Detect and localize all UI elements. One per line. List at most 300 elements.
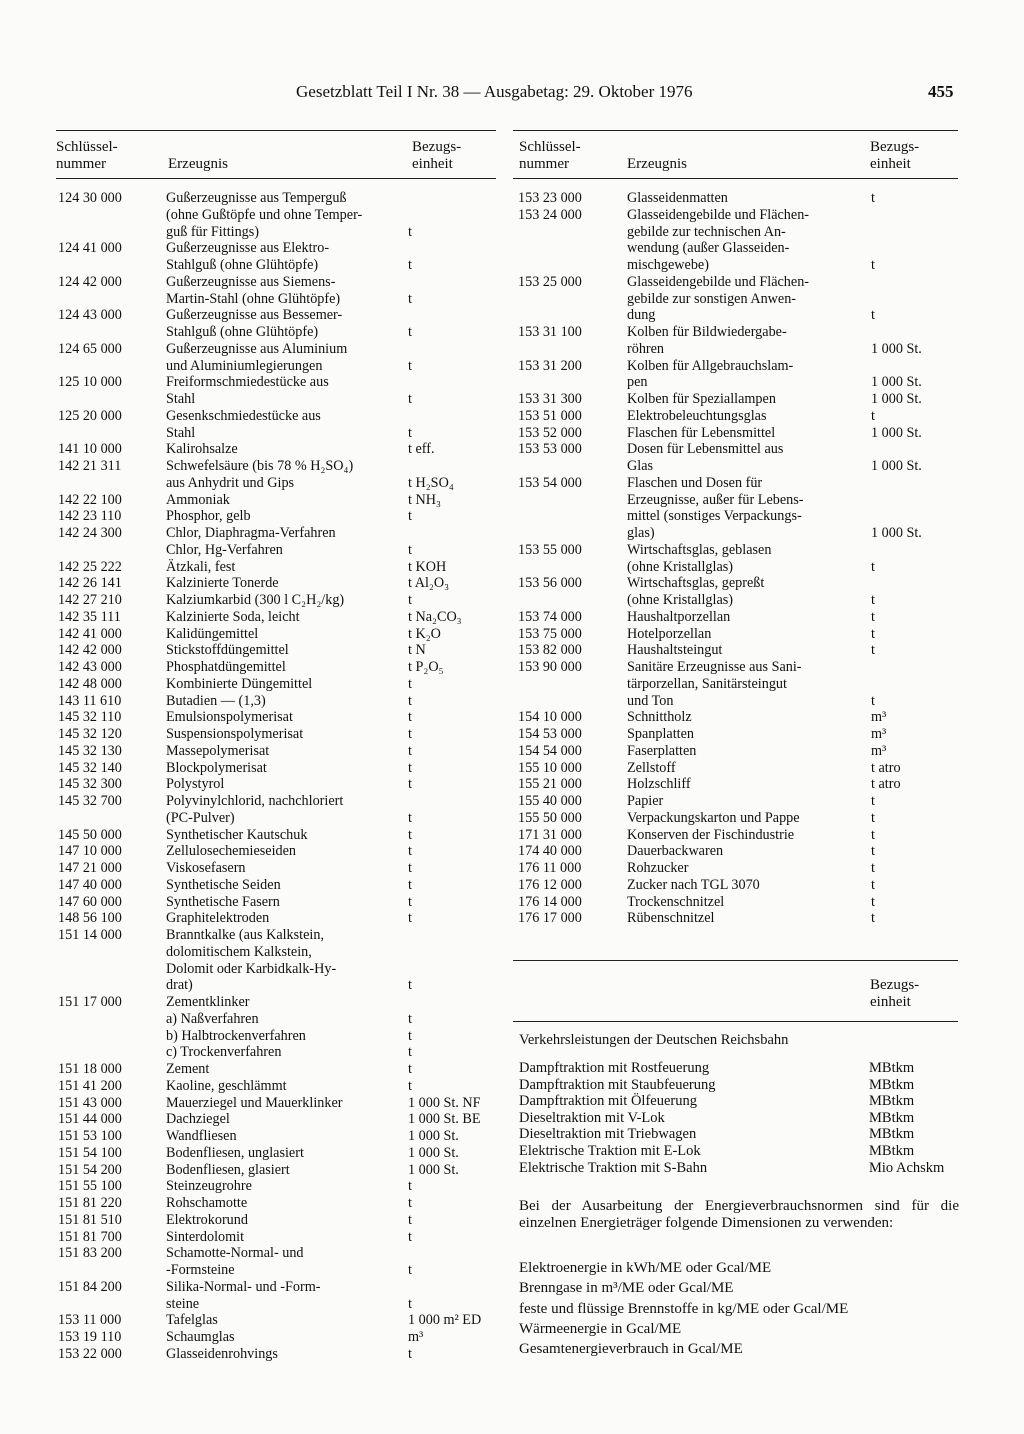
erzeugnis-line: Emulsionspolymerisat bbox=[166, 709, 293, 726]
bezugseinheit: t Al₂O₃ bbox=[408, 575, 450, 592]
erzeugnis bbox=[166, 910, 406, 927]
bezugseinheit: t bbox=[408, 860, 412, 876]
table-row bbox=[56, 1212, 496, 1229]
erzeugnis-line: Freiformschmiedestücke aus bbox=[166, 374, 329, 391]
bezugseinheit: t bbox=[408, 692, 412, 709]
bezugseinheit: t bbox=[871, 692, 875, 709]
table-row bbox=[513, 810, 958, 827]
schluesselnummer: 151 17 000 bbox=[58, 994, 122, 1010]
table-row bbox=[56, 1078, 496, 1095]
bezugseinheit: t bbox=[408, 809, 412, 826]
bezugseinheit: t bbox=[408, 1262, 412, 1278]
erzeugnis-line: Dosen für Lebensmittel aus bbox=[627, 441, 784, 458]
erzeugnis bbox=[166, 743, 406, 760]
bezugseinheit: t bbox=[408, 223, 412, 240]
bezugseinheit: t atro bbox=[871, 776, 901, 793]
erzeugnis bbox=[627, 877, 867, 894]
erzeugnis bbox=[166, 307, 406, 341]
erzeugnis-line: Kalirohsalze bbox=[166, 441, 238, 458]
traffic-header bbox=[513, 961, 958, 1021]
table-row bbox=[56, 1312, 496, 1329]
schluesselnummer: 153 24 000 bbox=[518, 206, 582, 223]
erzeugnis-line: Synthetische Fasern bbox=[166, 893, 280, 910]
table-row bbox=[513, 776, 958, 793]
table-row bbox=[56, 441, 496, 458]
header-erzeugnis: Erzeugnis bbox=[168, 156, 228, 172]
erzeugnis-line: Bodenfliesen, unglasiert bbox=[166, 1144, 304, 1161]
erzeugnis bbox=[166, 559, 406, 576]
erzeugnis bbox=[166, 441, 406, 458]
erzeugnis-line: Kaoline, geschlämmt bbox=[166, 1077, 287, 1094]
erzeugnis bbox=[166, 626, 406, 643]
erzeugnis-line: guß für Fittings) bbox=[166, 223, 260, 240]
erzeugnis bbox=[166, 1245, 406, 1279]
erzeugnis bbox=[166, 1329, 406, 1346]
erzeugnis bbox=[627, 659, 867, 709]
erzeugnis-line: Kalidüngemittel bbox=[166, 625, 259, 642]
bezugseinheit: t bbox=[871, 642, 875, 659]
schluesselnummer: 151 81 220 bbox=[58, 1195, 122, 1211]
table-row bbox=[513, 843, 958, 860]
erzeugnis-line: drat) bbox=[166, 977, 193, 994]
erzeugnis-line: Bodenfliesen, glasiert bbox=[166, 1161, 290, 1178]
schluesselnummer: 141 10 000 bbox=[58, 441, 122, 458]
table-row bbox=[513, 793, 958, 810]
traffic-label: Dieseltraktion mit Triebwagen bbox=[519, 1126, 697, 1143]
bezugseinheit: t bbox=[408, 541, 412, 558]
table-row bbox=[513, 207, 958, 274]
erzeugnis-line: Verpackungskarton und Pappe bbox=[627, 809, 800, 826]
bezugseinheit: t bbox=[408, 759, 412, 776]
schluesselnummer: 151 81 700 bbox=[58, 1228, 122, 1245]
schluesselnummer: 145 32 700 bbox=[58, 793, 122, 809]
erzeugnis-line: Haushaltporzellan bbox=[627, 608, 731, 625]
traffic-label: Dampftraktion mit Staubfeuerung bbox=[519, 1076, 716, 1093]
traffic-row bbox=[519, 1110, 958, 1127]
erzeugnis-line: Papier bbox=[627, 793, 664, 809]
erzeugnis-line: gebilde zur technischen An- bbox=[627, 223, 786, 240]
table-row bbox=[56, 1011, 496, 1028]
traffic-label: Dampftraktion mit Rostfeuerung bbox=[519, 1060, 710, 1076]
schluesselnummer: 153 90 000 bbox=[518, 659, 582, 675]
schluesselnummer: 151 54 100 bbox=[58, 1144, 122, 1161]
table-row bbox=[56, 760, 496, 777]
table-row bbox=[56, 827, 496, 844]
bezugseinheit: t bbox=[871, 826, 875, 843]
erzeugnis-line: Steinzeugrohre bbox=[166, 1178, 252, 1195]
bezugseinheit: t bbox=[408, 290, 412, 307]
erzeugnis-line: Stickstoffdüngemittel bbox=[166, 642, 289, 659]
erzeugnis-line: Gußerzeugnisse aus Elektro- bbox=[166, 240, 330, 257]
schluesselnummer: 142 23 110 bbox=[58, 508, 122, 525]
erzeugnis-line: (ohne Gußtöpfe und ohne Temper- bbox=[166, 206, 363, 223]
erzeugnis-line: Dolomit oder Karbidkalk-Hy- bbox=[166, 960, 337, 977]
table-row bbox=[513, 358, 958, 392]
bezugseinheit: t bbox=[871, 190, 875, 206]
erzeugnis bbox=[166, 525, 406, 559]
bezugseinheit: t bbox=[408, 424, 412, 441]
table-row bbox=[56, 642, 496, 659]
schluesselnummer: 151 81 510 bbox=[58, 1211, 122, 1228]
table-row bbox=[56, 776, 496, 793]
erzeugnis bbox=[627, 709, 867, 726]
erzeugnis-line: Gußerzeugnisse aus Siemens- bbox=[166, 273, 336, 290]
erzeugnis bbox=[166, 1279, 406, 1313]
erzeugnis-line: Rübenschnitzel bbox=[627, 910, 715, 927]
erzeugnis bbox=[627, 642, 867, 659]
erzeugnis-line: Kalziumkarbid (300 l C₂H₂/kg) bbox=[166, 592, 345, 608]
table-row bbox=[56, 1245, 496, 1279]
bezugseinheit: t bbox=[408, 1345, 412, 1362]
erzeugnis bbox=[166, 1061, 406, 1078]
schluesselnummer: 154 53 000 bbox=[518, 726, 582, 742]
erzeugnis-line: und Ton bbox=[627, 692, 674, 709]
table-row bbox=[513, 877, 958, 894]
table-row bbox=[513, 894, 958, 911]
bezugseinheit: t bbox=[408, 709, 412, 726]
traffic-header-rule bbox=[513, 1021, 958, 1022]
erzeugnis-line: Martin-Stahl (ohne Glühtöpfe) bbox=[166, 290, 341, 307]
erzeugnis bbox=[166, 1178, 406, 1195]
bezugseinheit: t bbox=[871, 307, 875, 324]
table-row bbox=[56, 559, 496, 576]
table-row bbox=[513, 860, 958, 877]
table-row bbox=[56, 1028, 496, 1045]
erzeugnis-line: glas) bbox=[627, 525, 655, 541]
erzeugnis bbox=[166, 894, 406, 911]
erzeugnis bbox=[166, 1028, 406, 1045]
schluesselnummer: 151 54 200 bbox=[58, 1161, 122, 1178]
erzeugnis bbox=[166, 1111, 406, 1128]
bezugseinheit: t bbox=[871, 860, 875, 876]
erzeugnis-line: Glasseidengebilde und Flächen- bbox=[627, 206, 810, 223]
bezugseinheit: 1 000 St. bbox=[871, 391, 922, 407]
table-row bbox=[513, 391, 958, 408]
erzeugnis bbox=[627, 760, 867, 777]
schluesselnummer: 151 83 200 bbox=[58, 1245, 122, 1262]
table-row bbox=[513, 827, 958, 844]
erzeugnis bbox=[627, 894, 867, 911]
right-table-rows bbox=[513, 190, 958, 927]
table-row bbox=[56, 492, 496, 509]
table-row bbox=[513, 910, 958, 927]
erzeugnis bbox=[166, 1095, 406, 1112]
bezugseinheit: 1 000 St. bbox=[408, 1161, 459, 1178]
erzeugnis bbox=[166, 458, 406, 492]
table-row bbox=[56, 659, 496, 676]
table-row bbox=[56, 1229, 496, 1246]
table-row bbox=[513, 642, 958, 659]
table-row bbox=[56, 1195, 496, 1212]
traffic-unit: MBtkm bbox=[869, 1076, 915, 1093]
table-row bbox=[56, 843, 496, 860]
traffic-row bbox=[519, 1077, 958, 1094]
erzeugnis-line: Faserplatten bbox=[627, 742, 697, 759]
table-row bbox=[56, 709, 496, 726]
schluesselnummer: 153 25 000 bbox=[518, 273, 582, 290]
table-row bbox=[56, 1061, 496, 1078]
bezugseinheit: t bbox=[408, 726, 412, 742]
erzeugnis bbox=[166, 776, 406, 793]
erzeugnis-line: aus Anhydrit und Gips bbox=[166, 474, 295, 491]
erzeugnis-line: Wirtschaftsglas, gepreßt bbox=[627, 575, 765, 592]
schluesselnummer: 145 32 110 bbox=[58, 709, 122, 726]
table-row bbox=[56, 1346, 496, 1363]
erzeugnis bbox=[166, 659, 406, 676]
table-row bbox=[513, 190, 958, 207]
schluesselnummer: 155 40 000 bbox=[518, 793, 582, 809]
header-schluesselnummer: Schlüssel- nummer bbox=[519, 139, 581, 172]
erzeugnis bbox=[627, 441, 867, 475]
schluesselnummer: 155 10 000 bbox=[518, 759, 582, 776]
table-row bbox=[56, 609, 496, 626]
schluesselnummer: 147 10 000 bbox=[58, 843, 122, 860]
header-title: Gesetzblatt Teil I Nr. 38 — Ausgabetag: 29. Oktober 1976 bbox=[296, 82, 693, 101]
table-row bbox=[56, 1095, 496, 1112]
erzeugnis bbox=[627, 575, 867, 609]
erzeugnis-line: pen bbox=[627, 374, 648, 391]
erzeugnis bbox=[166, 994, 406, 1011]
bezugseinheit: t bbox=[408, 742, 412, 759]
schluesselnummer: 145 32 120 bbox=[58, 726, 122, 742]
erzeugnis bbox=[627, 776, 867, 793]
erzeugnis-line: Dachziegel bbox=[166, 1111, 230, 1128]
erzeugnis-line: Kolben für Speziallampen bbox=[627, 391, 776, 407]
right-table-header-rule bbox=[513, 178, 958, 179]
schluesselnummer: 125 20 000 bbox=[58, 407, 122, 424]
table-row bbox=[56, 341, 496, 375]
erzeugnis-line: gebilde zur sonstigen Anwen- bbox=[627, 290, 797, 307]
traffic-row bbox=[519, 1060, 958, 1077]
bezugseinheit: t N bbox=[408, 642, 426, 659]
schluesselnummer: 142 25 222 bbox=[58, 558, 122, 575]
bezugseinheit: t bbox=[871, 793, 875, 809]
bezugseinheit: t bbox=[408, 592, 412, 608]
traffic-row bbox=[519, 1126, 958, 1143]
table-row bbox=[513, 324, 958, 358]
erzeugnis bbox=[166, 860, 406, 877]
schluesselnummer: 155 50 000 bbox=[518, 809, 582, 826]
schluesselnummer: 151 55 100 bbox=[58, 1178, 122, 1195]
erzeugnis bbox=[627, 843, 867, 860]
bezugseinheit: t bbox=[871, 893, 875, 910]
bezugseinheit: m³ bbox=[871, 709, 887, 726]
erzeugnis-line: Schwefelsäure (bis 78 % H₂SO₄) bbox=[166, 458, 354, 474]
schluesselnummer: 154 54 000 bbox=[518, 742, 582, 759]
erzeugnis-line: Kolben für Bildwiedergabe- bbox=[627, 324, 787, 340]
table-row bbox=[513, 626, 958, 643]
schluesselnummer: 142 41 000 bbox=[58, 625, 122, 642]
schluesselnummer: 145 32 130 bbox=[58, 742, 122, 759]
bezugseinheit: 1 000 St. BE bbox=[408, 1111, 481, 1128]
bezugseinheit: t bbox=[408, 1228, 412, 1245]
bezugseinheit: t bbox=[408, 1061, 412, 1077]
bezugseinheit: t bbox=[871, 592, 875, 608]
schluesselnummer: 153 54 000 bbox=[518, 474, 582, 491]
bezugseinheit: 1 000 St. bbox=[871, 458, 922, 474]
erzeugnis-line: Glas bbox=[627, 458, 654, 474]
bezugseinheit: t KOH bbox=[408, 558, 447, 575]
bezugseinheit: t bbox=[408, 1195, 412, 1211]
bezugseinheit: t bbox=[408, 675, 412, 692]
erzeugnis bbox=[166, 827, 406, 844]
schluesselnummer: 154 10 000 bbox=[518, 709, 582, 726]
erzeugnis bbox=[166, 1229, 406, 1246]
schluesselnummer: 148 56 100 bbox=[58, 910, 122, 927]
traffic-label: Elektrische Traktion mit E-Lok bbox=[519, 1142, 701, 1159]
schluesselnummer: 176 12 000 bbox=[518, 876, 582, 893]
table-row bbox=[56, 894, 496, 911]
table-row bbox=[56, 793, 496, 827]
table-row bbox=[513, 542, 958, 576]
schluesselnummer: 124 65 000 bbox=[58, 340, 122, 357]
erzeugnis-line: Flaschen für Lebensmittel bbox=[627, 424, 776, 441]
schluesselnummer: 153 52 000 bbox=[518, 424, 582, 441]
schluesselnummer: 153 74 000 bbox=[518, 608, 582, 625]
table-row bbox=[56, 592, 496, 609]
schluesselnummer: 171 31 000 bbox=[518, 826, 582, 843]
erzeugnis bbox=[166, 341, 406, 375]
erzeugnis bbox=[166, 709, 406, 726]
erzeugnis bbox=[166, 408, 406, 442]
left-table-header bbox=[56, 131, 496, 178]
erzeugnis bbox=[627, 810, 867, 827]
erzeugnis bbox=[166, 1044, 406, 1061]
schluesselnummer: 176 17 000 bbox=[518, 910, 582, 927]
erzeugnis-line: Butadien — (1,3) bbox=[166, 692, 266, 709]
page-header bbox=[0, 82, 1024, 108]
erzeugnis-line: Synthetischer Kautschuk bbox=[166, 826, 308, 843]
erzeugnis-line: Dauerbackwaren bbox=[627, 843, 724, 860]
energy-line: Gesamtenergieverbrauch in Gcal/ME bbox=[519, 1341, 743, 1358]
table-row bbox=[513, 425, 958, 442]
schluesselnummer: 151 84 200 bbox=[58, 1278, 122, 1295]
bezugseinheit: 1 000 St. bbox=[871, 374, 922, 391]
erzeugnis-line: Schaumglas bbox=[166, 1329, 235, 1345]
erzeugnis-line: Hotelporzellan bbox=[627, 625, 712, 642]
erzeugnis bbox=[627, 793, 867, 810]
erzeugnis bbox=[166, 877, 406, 894]
schluesselnummer: 153 19 110 bbox=[58, 1329, 122, 1345]
schluesselnummer: 153 55 000 bbox=[518, 541, 582, 558]
bezugseinheit: 1 000 m² ED bbox=[408, 1312, 482, 1329]
erzeugnis bbox=[627, 408, 867, 425]
erzeugnis bbox=[627, 207, 867, 274]
schluesselnummer: 142 24 300 bbox=[58, 525, 122, 541]
bezugseinheit: t bbox=[408, 977, 412, 994]
header-bezugseinheit: Bezugs- einheit bbox=[412, 139, 462, 172]
erzeugnis-line: mischgewebe) bbox=[627, 257, 709, 273]
erzeugnis-line: dung bbox=[627, 307, 656, 324]
erzeugnis-line: Erzeugnisse, außer für Lebens- bbox=[627, 491, 804, 508]
erzeugnis-line: Kalzinierte Soda, leicht bbox=[166, 608, 300, 625]
bezugseinheit: t bbox=[871, 876, 875, 893]
schluesselnummer: 124 43 000 bbox=[58, 307, 122, 324]
schluesselnummer: 153 22 000 bbox=[58, 1345, 122, 1362]
erzeugnis bbox=[627, 274, 867, 324]
erzeugnis-line: b) Halbtrockenverfahren bbox=[166, 1027, 306, 1044]
erzeugnis bbox=[627, 726, 867, 743]
table-row bbox=[56, 1111, 496, 1128]
bezugseinheit: t Na₂CO₃ bbox=[408, 608, 462, 625]
erzeugnis bbox=[627, 425, 867, 442]
schluesselnummer: 176 14 000 bbox=[518, 893, 582, 910]
table-row bbox=[513, 575, 958, 609]
schluesselnummer: 142 21 311 bbox=[58, 458, 122, 474]
schluesselnummer: 124 42 000 bbox=[58, 273, 122, 290]
erzeugnis-line: Schamotte-Normal- und bbox=[166, 1245, 304, 1262]
bezugseinheit: 1 000 St. NF bbox=[408, 1094, 481, 1111]
erzeugnis-line: Silika-Normal- und -Form- bbox=[166, 1278, 321, 1295]
erzeugnis bbox=[166, 1078, 406, 1095]
erzeugnis-line: Glasseidengebilde und Flächen- bbox=[627, 273, 810, 290]
erzeugnis bbox=[627, 743, 867, 760]
erzeugnis-line: Holzschliff bbox=[627, 776, 691, 793]
schluesselnummer: 153 53 000 bbox=[518, 441, 582, 458]
bezugseinheit: t bbox=[408, 1295, 412, 1312]
bezugseinheit: t bbox=[408, 1010, 412, 1027]
erzeugnis bbox=[166, 274, 406, 308]
schluesselnummer: 125 10 000 bbox=[58, 374, 122, 391]
erzeugnis bbox=[166, 927, 406, 994]
bezugseinheit: t bbox=[408, 1044, 412, 1061]
schluesselnummer: 145 50 000 bbox=[58, 826, 122, 843]
erzeugnis bbox=[166, 190, 406, 240]
erzeugnis-line: Mauerziegel und Mauerklinker bbox=[166, 1094, 343, 1111]
erzeugnis bbox=[627, 827, 867, 844]
table-row bbox=[56, 626, 496, 643]
erzeugnis-line: Zement bbox=[166, 1061, 210, 1077]
erzeugnis bbox=[627, 542, 867, 576]
schluesselnummer: 142 26 141 bbox=[58, 575, 122, 592]
erzeugnis-line: (PC-Pulver) bbox=[166, 809, 235, 826]
energy-line: Brenngase in m³/ME oder Gcal/ME bbox=[519, 1280, 734, 1297]
bezugseinheit: t K₂O bbox=[408, 625, 441, 642]
table-row bbox=[56, 458, 496, 492]
table-row bbox=[56, 1279, 496, 1313]
schluesselnummer: 124 41 000 bbox=[58, 240, 122, 257]
traffic-unit: MBtkm bbox=[869, 1126, 915, 1143]
schluesselnummer: 147 21 000 bbox=[58, 860, 122, 876]
erzeugnis-line: Chlor, Hg-Verfahren bbox=[166, 541, 283, 558]
table-row bbox=[56, 1044, 496, 1061]
bezugseinheit: t bbox=[871, 558, 875, 575]
schluesselnummer: 124 30 000 bbox=[58, 190, 122, 206]
erzeugnis-line: Ätzkali, fest bbox=[166, 558, 236, 575]
schluesselnummer: 155 21 000 bbox=[518, 776, 582, 793]
erzeugnis-line: Elektrobeleuchtungsglas bbox=[627, 407, 767, 424]
erzeugnis-line: a) Naßverfahren bbox=[166, 1010, 259, 1027]
table-row bbox=[56, 693, 496, 710]
erzeugnis-line: Sanitäre Erzeugnisse aus Sani- bbox=[627, 659, 802, 675]
table-row bbox=[56, 1145, 496, 1162]
right-table bbox=[513, 130, 958, 927]
table-row bbox=[513, 726, 958, 743]
erzeugnis-line: Suspensionspolymerisat bbox=[166, 726, 304, 742]
traffic-header-bezugseinheit: Bezugs- einheit bbox=[870, 977, 920, 1010]
traffic-unit: MBtkm bbox=[869, 1109, 915, 1126]
erzeugnis-line: Spanplatten bbox=[627, 726, 694, 742]
erzeugnis-line: Zucker nach TGL 3070 bbox=[627, 876, 760, 893]
erzeugnis bbox=[166, 693, 406, 710]
bezugseinheit: t bbox=[871, 625, 875, 642]
erzeugnis-line: (ohne Kristallglas) bbox=[627, 558, 733, 575]
erzeugnis-line: Kolben für Allgebrauchslam- bbox=[627, 357, 794, 374]
bezugseinheit: t bbox=[408, 257, 412, 273]
erzeugnis bbox=[166, 609, 406, 626]
erzeugnis bbox=[166, 240, 406, 274]
bezugseinheit: t bbox=[408, 1178, 412, 1195]
